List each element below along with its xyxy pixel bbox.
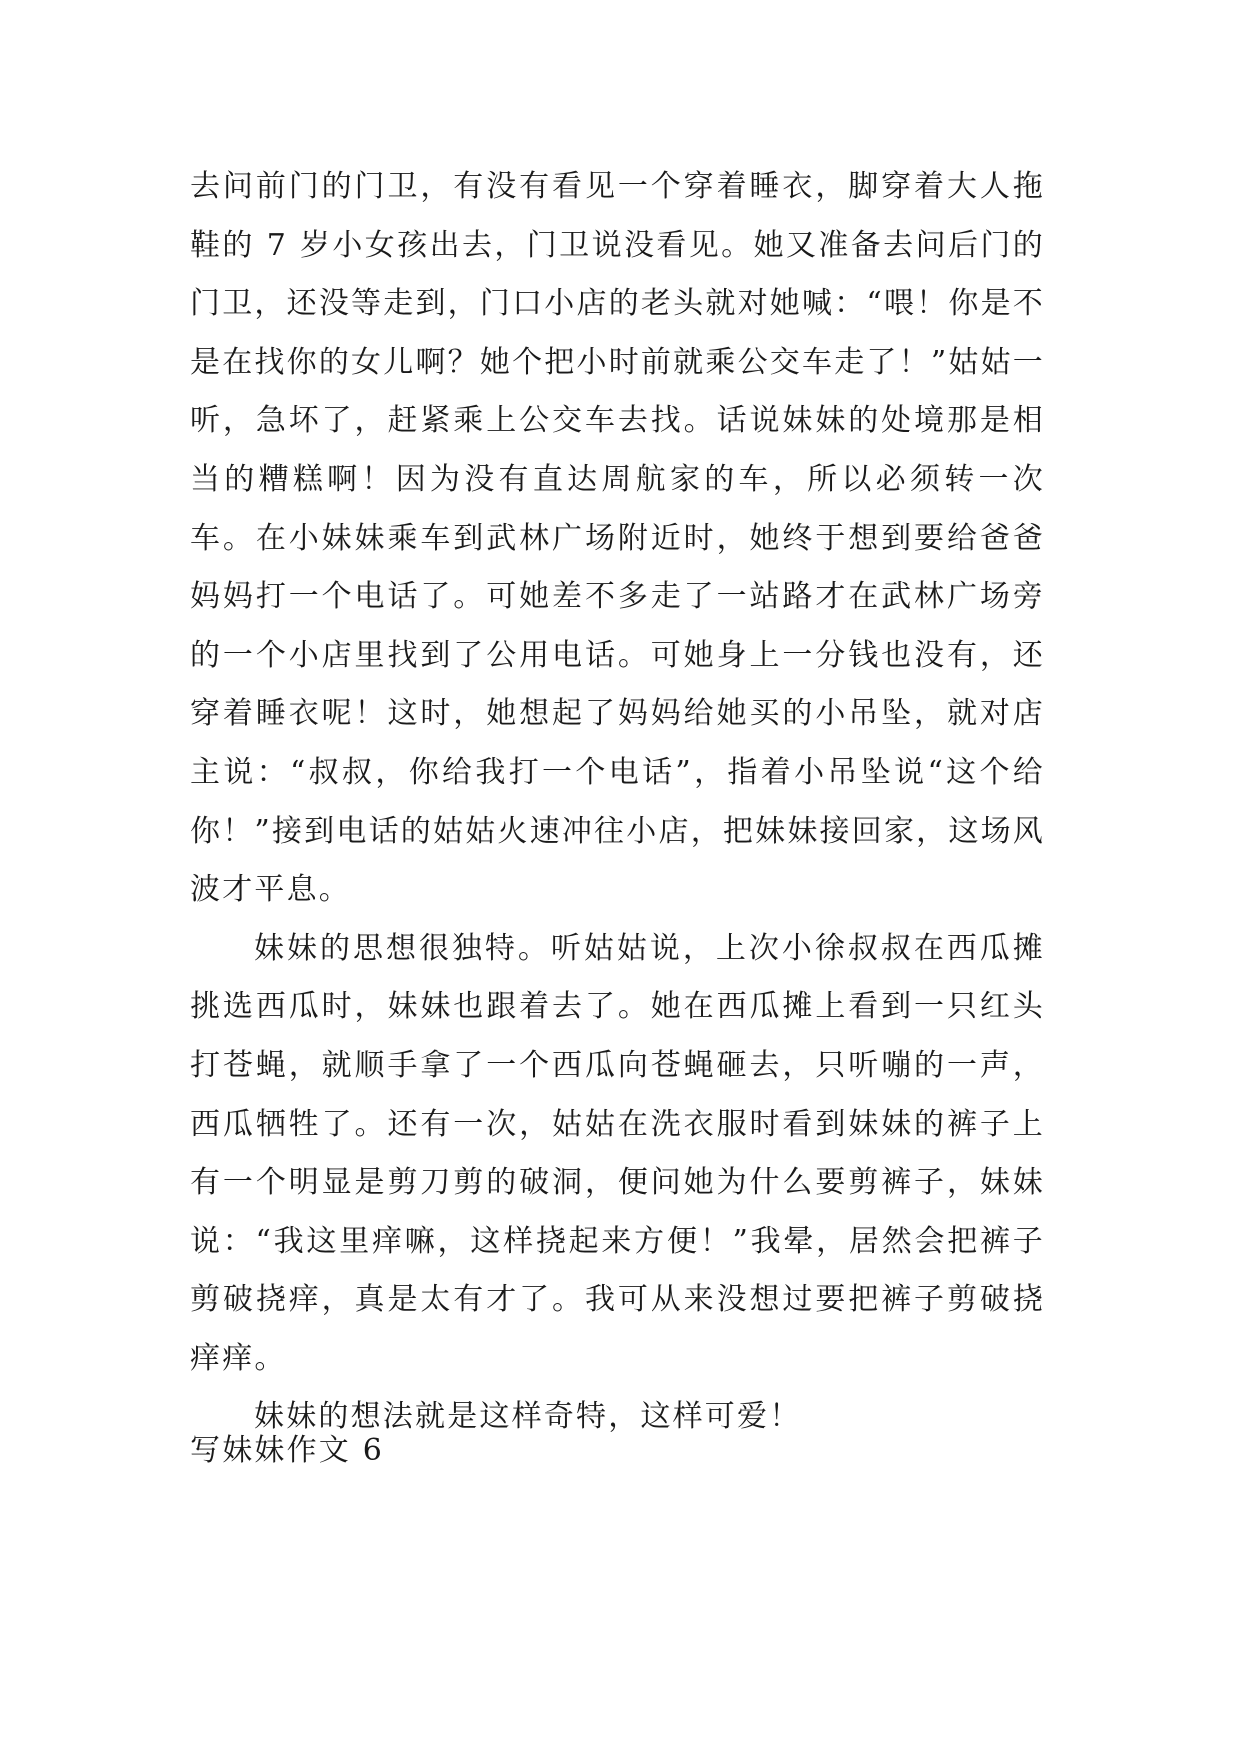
essay-title: 写妹妹作文 6	[190, 1433, 385, 1468]
paragraph-continued: 去问前门的门卫，有没有看见一个穿着睡衣，脚穿着大人拖鞋的 7 岁小女孩出去，门卫说没看见。她又准备去问后门的门卫，还没等走到，门口小店的老头就对她喊：“喂！你是不是在找你的女儿啊？她个把小时前就乘公交车走了！”姑姑一听，急坏了，赶紧乘上公交车去找。话说妹妹的处境那是相当的糟糕啊！因为没有直达周航家的车，所以必须转一次车。在小妹妹乘车到武林广场附近时，她终于想到要给爸爸妈妈打一个电话了。可她差不多走了一站路才在武林广场旁的一个小店里找到了公用电话。可她身上一分钱也没有，还穿着睡衣呢！这时，她想起了妈妈给她买的小吊坠，就对店主说：“叔叔，你给我打一个电话”，指着小吊坠说“这个给你！”接到电话的姑姑火速冲往小店，把妹妹接回家，这场风波才平息。	[190, 169, 1045, 908]
paragraph-conclusion: 妹妹的想法就是这样奇特，这样可爱！	[254, 1399, 802, 1435]
essay-body	[190, 158, 1045, 1447]
paragraph-sister-thoughts: 妹妹的思想很独特。听姑姑说，上次小徐叔叔在西瓜摊挑选西瓜时，妹妹也跟着去了。她在西瓜摊上看到一只红头打苍蝇，就顺手拿了一个西瓜向苍蝇砸去，只听嘣的一声，西瓜牺牲了。还有一次，姑姑在洗衣服时看到妹妹的裤子上有一个明显是剪刀剪的破洞，便问她为什么要剪裤子，妹妹说：“我这里痒嘛，这样挠起来方便！”我晕，居然会把裤子剪破挠痒，真是太有才了。我可从来没想过要把裤子剪破挠痒痒。	[190, 930, 1045, 1376]
